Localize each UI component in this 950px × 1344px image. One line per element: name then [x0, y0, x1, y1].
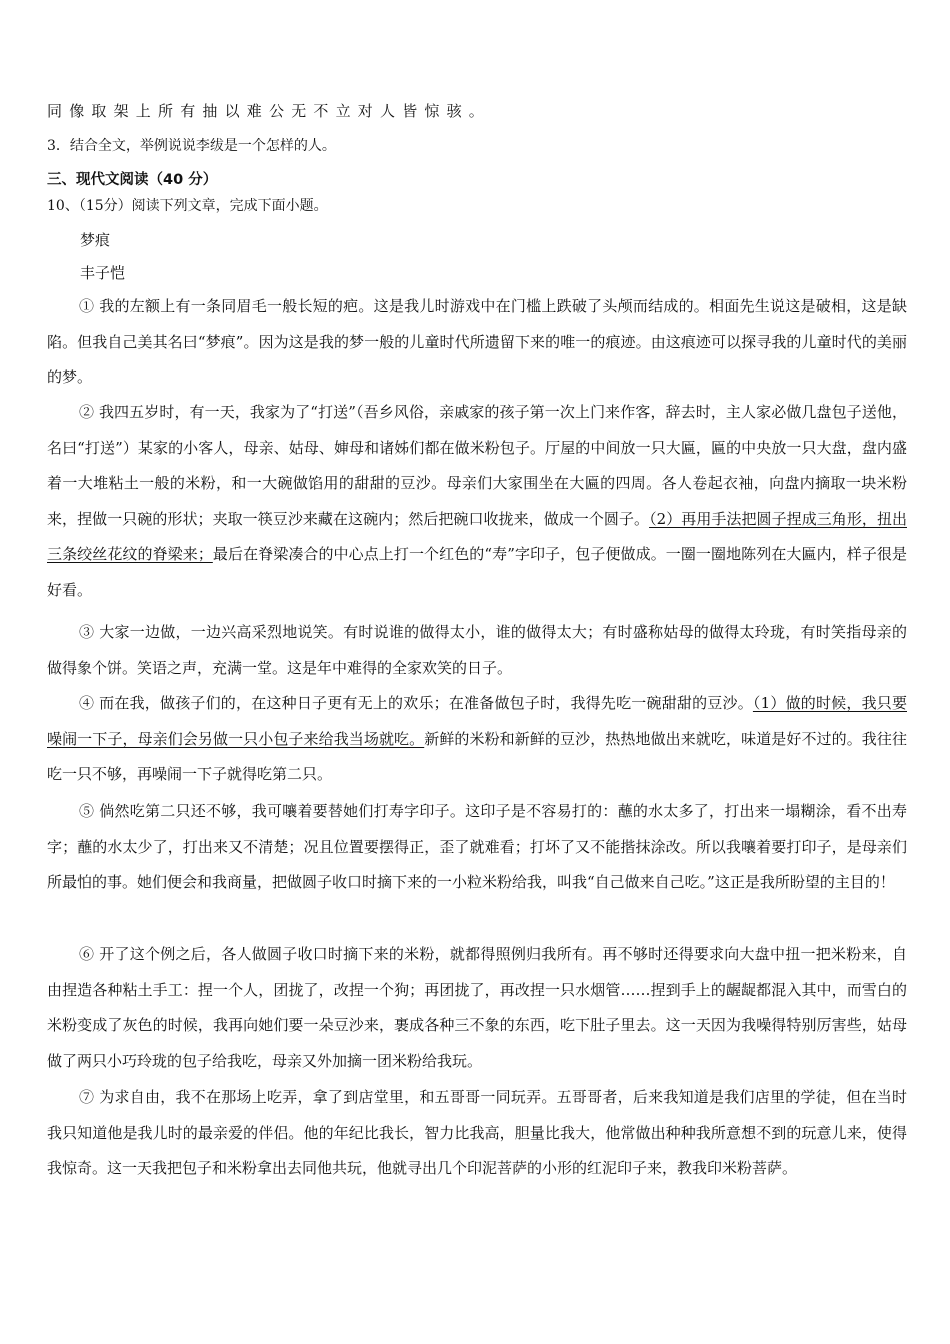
paragraph-7: ⑦ 为求自由，我不在那场上吃弄，拿了到店堂里，和五哥哥一同玩弄。五哥哥者，后来我知道是我们店里的学徒，但在当时我只知道他是我儿时的最亲爱的伴侣。他的年纪比我长，智力比我高，胆量比我大，他常做出种种我所意想不到的玩意儿来，使得我惊奇。这一天我把包子和米粉拿出去同他共玩，他就寻出几个印泥菩萨的小形的红泥印子来，教我印米粉菩萨。 [47, 1088, 907, 1177]
section-heading: 三、现代文阅读（40 分） [47, 172, 218, 188]
paragraph-6: ⑥ 开了这个例之后，各人做圆子收口时摘下来的米粉，就都得照例归我所有。再不够时还得要求向大盘中扭一把米粉来，自由捏造各种粘土手工：捏一个人，团拢了，改捏一个狗；再团拢了，再改捏一只水烟管……捏到手上的龌龊都混入其中，而雪白的米粉变成了灰色的时候，我再向她们要一朵豆沙来，裹成各种三不象的东西，吃下肚子里去。这一天因为我噪得特别厉害些，姑母做了两只小巧玲珑的包子给我吃，母亲又外加摘一团米粉给我玩。 [47, 945, 907, 1070]
paragraph-4-text-b: 新鲜的米粉和新鲜的豆沙，热热地做出来就吃，味道是好不过的。我往往吃一只不够，再噪闹一下子就得吃第二只。 [47, 729, 907, 783]
paragraph-2-text-a: ② 我四五岁时，有一天，我家为了“打送”（吾乡风俗，亲戚家的孩子第一次上门来作客，辞去时，主人家必做几盘包子送他，名曰“打送”）某家的小客人，母亲、姑母、婶母和诸姊们都在做米粉包子。厅屋的中间放一只大匾，匾的中央放一只大盘，盘内盛着一大堆粘土一般的米粉，和一大碗做馅用的甜甜的豆沙。母亲们大家围坐在大匾的四周。各人卷起衣袖，向盘内摘取一块米粉来，捏做一只碗的形状；夹取一筷豆沙来藏在这碗内；然后把碗口收拢来，做成一个圆子。 [47, 403, 907, 528]
paragraph-2 [47, 395, 907, 608]
paragraph-1: ① 我的左额上有一条同眉毛一般长短的疤。这是我儿时游戏中在门槛上跌破了头颅而结成的。相面先生说这是破相，这是缺陷。但我自己美其名曰“梦痕”。因为这是我的梦一般的儿童时代所遗留下来的唯一的痕迹。由这痕迹可以探寻我的儿童时代的美丽的梦。 [47, 297, 907, 386]
paragraph-4-text-a: ④ 而在我，做孩子们的，在这种日子更有无上的欢乐；在准备做包子时，我得先吃一碗甜甜的豆沙。 [79, 694, 753, 712]
question-10: 10、（15分）阅读下列文章，完成下面小题。 [47, 198, 328, 214]
paragraph-2-text-b: 最后在脊梁凑合的中心点上打一个红色的“寿”字印子，包子便做成。一圈一圈地陈列在大匾内，样子很是好看。 [47, 545, 907, 599]
article-author: 丰子恺 [80, 264, 126, 282]
paragraph-5: ⑤ 倘然吃第二只还不够，我可嚷着要替她们打寿字印子。这印子是不容易打的：蘸的水太多了，打出来一塌糊涂，看不出寿字；蘸的水太少了，打出来又不清楚；况且位置要摆得正，歪了就难看；打坏了又不能揩抹涂改。所以我嚷着要打印子，是母亲们所最怕的事。她们便会和我商量，把做圆子收口时摘下来的一小粒米粉给我，叫我“自己做来自己吃。”这正是我所盼望的主目的！ [47, 802, 907, 891]
paragraph-4 [47, 686, 907, 793]
question-3: 3．结合全文，举例说说李绂是一个怎样的人。 [47, 138, 336, 154]
article-title: 梦痕 [80, 231, 111, 249]
paragraph-3: ③ 大家一边做，一边兴高采烈地说笑。有时说谁的做得太小，谁的做得太大；有时盛称姑母的做得太玲珑，有时笑指母亲的做得象个饼。笑语之声，充满一堂。这是年中难得的全家欢笑的日子。 [47, 623, 907, 677]
fragment-line: 同像取架上所有抽以难公无不立对人皆惊骇。 [47, 102, 492, 120]
paragraph-2-underlined: （2）再用手法把圆子捏成三角形，扭出三条绞丝花纹的脊梁来； [47, 509, 907, 563]
paragraph-4-underlined: （1）做的时候，我只要噪闹一下子，母亲们会另做一只小包子来给我当场就吃。 [47, 694, 907, 748]
